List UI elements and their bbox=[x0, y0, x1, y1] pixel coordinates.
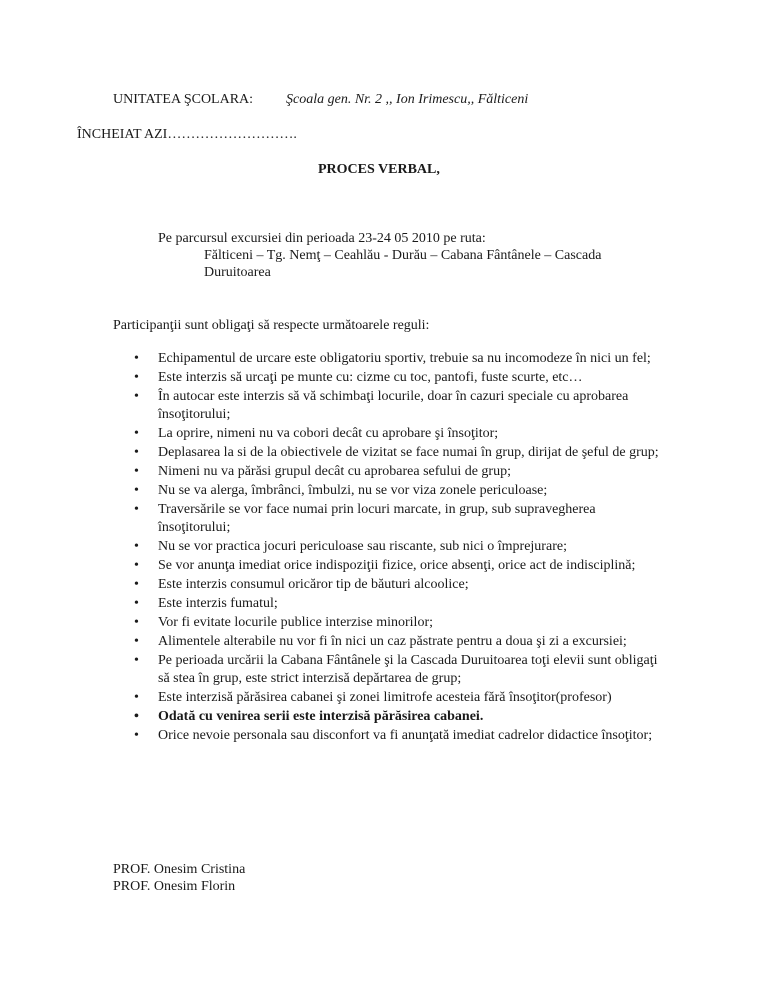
rule-item: • Nu se vor practica jocuri periculoase sau riscante, sub nici o împrejurare; bbox=[130, 538, 670, 556]
rule-item-emphasized: • Odată cu venirea serii este interzisă părăsirea cabanei. bbox=[130, 708, 670, 726]
rule-item: • Este interzis consumul oricăror tip de băuturi alcoolice; bbox=[130, 576, 670, 594]
rule-item: • Pe perioada urcării la Cabana Fântânele şi la Cascada Duruitoarea toţi elevii sunt obligaţi să stea în grup, este strict interzisă depărtarea de grup; bbox=[130, 652, 670, 688]
rule-item: • Echipamentul de urcare este obligatoriu sportiv, trebuie sa nu incomodeze în nici un fel; bbox=[130, 350, 670, 368]
rule-item: • Este interzis fumatul; bbox=[130, 595, 670, 613]
concluded-date-line: ÎNCHEIAT AZI………………………. bbox=[77, 127, 297, 142]
rule-item: • Vor fi evitate locurile publice interzise minorilor; bbox=[130, 614, 670, 632]
rule-item: • Este interzisă părăsirea cabanei şi zonei limitrofe acesteia fără însoţitor(profesor) bbox=[130, 689, 670, 707]
intro-text: Pe parcursul excursiei din perioada 23-24 05 2010 pe ruta: bbox=[158, 231, 486, 246]
route-line-1: Fălticeni – Tg. Nemţ – Ceahlău - Durău – Cabana Fântânele – Cascada bbox=[204, 248, 602, 263]
rule-item: • În autocar este interzis să vă schimbaţi locurile, doar în cazuri speciale cu aprobarea însoţitorului; bbox=[130, 388, 670, 424]
school-label: UNITATEA ŞCOLARA: bbox=[113, 92, 254, 107]
rule-item: • Alimentele alterabile nu vor fi în nici un caz păstrate pentru a doua şi zi a excursiei; bbox=[130, 633, 670, 651]
rule-item: • La oprire, nimeni nu va cobori decât cu aprobare şi însoţitor; bbox=[130, 425, 670, 443]
rule-item: • Traversările se vor face numai prin locuri marcate, in grup, sub supravegherea însoţitorului; bbox=[130, 501, 670, 537]
school-name: Şcoala gen. Nr. 2 ,, Ion Irimescu,, Fălticeni bbox=[286, 92, 529, 107]
document-title: PROCES VERBAL, bbox=[318, 162, 440, 177]
rule-item: • Este interzis să urcaţi pe munte cu: cizme cu toc, pantofi, fuste scurte, etc… bbox=[130, 369, 670, 387]
rule-item: • Se vor anunţa imediat orice indispoziţii fizice, orice absenţi, orice act de indisciplină; bbox=[130, 557, 670, 575]
rule-item: • Nu se va alerga, îmbrânci, îmbulzi, nu se vor viza zonele periculoase; bbox=[130, 482, 670, 500]
rules-heading: Participanţii sunt obligaţi să respecte următoarele reguli: bbox=[113, 318, 430, 333]
rule-item: • Nimeni nu va părăsi grupul decât cu aprobarea sefului de grup; bbox=[130, 463, 670, 481]
rule-item: • Orice nevoie personala sau disconfort va fi anunţată imediat cadrelor didactice însoţitor; bbox=[130, 727, 670, 745]
rule-item: • Deplasarea la si de la obiectivele de vizitat se face numai în grup, dirijat de şeful de grup; bbox=[130, 444, 670, 462]
signature-1: PROF. Onesim Cristina bbox=[113, 862, 246, 877]
rules-list bbox=[130, 350, 670, 746]
signature-2: PROF. Onesim Florin bbox=[113, 879, 236, 894]
route-line-2: Duruitoarea bbox=[204, 265, 271, 280]
